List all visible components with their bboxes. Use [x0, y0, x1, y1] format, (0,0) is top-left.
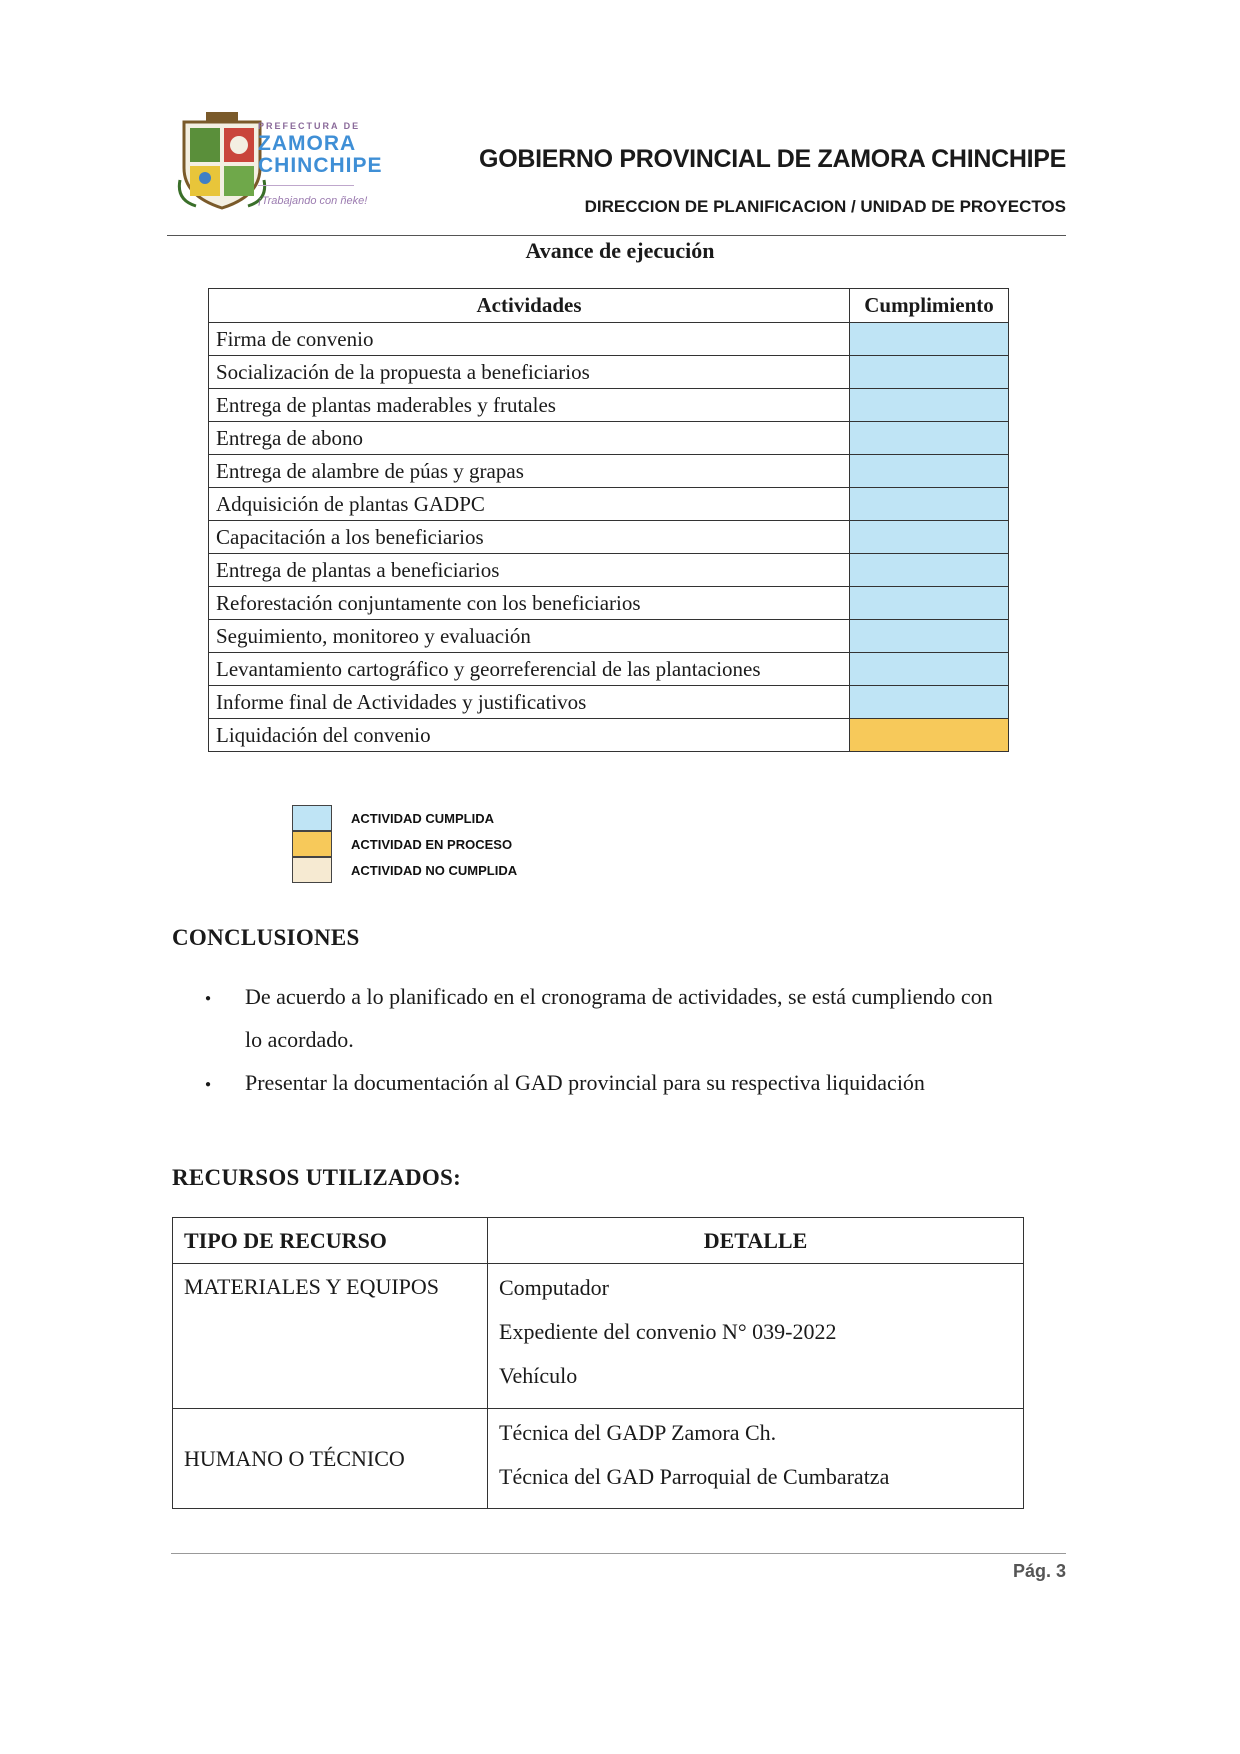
page-number: Pág. 3: [1012, 1561, 1066, 1581]
resource-type: HUMANO O TÉCNICO: [173, 1409, 488, 1509]
activity-status-cell: [850, 323, 1009, 356]
resources-heading: RECURSOS UTILIZADOS:: [172, 1165, 462, 1190]
activity-status-cell: [850, 653, 1009, 686]
brand-slogan: ¡Trabajando con ñeke!: [258, 195, 368, 207]
activity-status-cell: [850, 521, 1009, 554]
activity-row: [209, 323, 1009, 356]
legend-label: ACTIVIDAD EN PROCESO: [351, 836, 513, 852]
resource-type: MATERIALES Y EQUIPOS: [173, 1264, 488, 1409]
status-column-header: Cumplimiento: [850, 289, 1009, 323]
activity-label: Socialización de la propuesta a beneficiarios: [209, 356, 850, 389]
legend-swatch: [292, 857, 332, 883]
conclusion-line: lo acordado.: [245, 1027, 354, 1052]
resource-details: [488, 1409, 1024, 1509]
activity-label: Levantamiento cartográfico y georreferencial de las plantaciones: [209, 653, 850, 686]
conclusions-heading: CONCLUSIONES: [172, 925, 360, 950]
activity-status-cell: [850, 488, 1009, 521]
activity-label: Entrega de alambre de púas y grapas: [209, 455, 850, 488]
activities-table: [208, 288, 1009, 752]
activity-row: [209, 653, 1009, 686]
conclusion-item: [245, 975, 993, 1061]
activity-row: [209, 455, 1009, 488]
activity-label: Firma de convenio: [209, 323, 850, 356]
activity-label: Adquisición de plantas GADPC: [209, 488, 850, 521]
activity-row: [209, 422, 1009, 455]
activity-label: Reforestación conjuntamente con los beneficiarios: [209, 587, 850, 620]
activity-label: Informe final de Actividades y justificativos: [209, 686, 850, 719]
legend-swatch: [292, 831, 332, 857]
conclusion-item: [245, 1061, 925, 1104]
legend-item: [292, 831, 517, 857]
activities-body: [209, 323, 1009, 752]
activity-status-cell: [850, 587, 1009, 620]
activity-label: Seguimiento, monitoreo y evaluación: [209, 620, 850, 653]
activity-row: [209, 686, 1009, 719]
legend-swatch: [292, 805, 332, 831]
resources-table: [172, 1217, 1024, 1509]
resources-header-row: [173, 1218, 1024, 1264]
activity-status-cell: [850, 554, 1009, 587]
activities-header-row: [209, 289, 1009, 323]
legend-item: [292, 805, 517, 831]
activity-label: Entrega de abono: [209, 422, 850, 455]
activities-column-header: Actividades: [209, 289, 850, 323]
activity-status-cell: [850, 356, 1009, 389]
resource-detail: Técnica del GAD Parroquial de Cumbaratza: [499, 1464, 890, 1489]
conclusion-line: Presentar la documentación al GAD provincial para su respectiva liquidación: [245, 1070, 925, 1095]
activity-row: [209, 554, 1009, 587]
legend-label: ACTIVIDAD NO CUMPLIDA: [351, 862, 518, 878]
activity-label: Entrega de plantas a beneficiarios: [209, 554, 850, 587]
status-legend: [292, 805, 517, 883]
resource-details: [488, 1264, 1024, 1409]
resource-detail: Vehículo: [499, 1363, 578, 1388]
resource-detail: Computador: [499, 1275, 609, 1300]
activity-status-cell: [850, 686, 1009, 719]
resource-row: [173, 1264, 1024, 1409]
brand-divider: [258, 185, 354, 186]
activity-row: [209, 356, 1009, 389]
section-title: Avance de ejecución: [525, 238, 715, 263]
header-divider: [167, 235, 1066, 236]
resource-row: [173, 1409, 1024, 1509]
brand-name-line1: ZAMORA: [258, 132, 357, 155]
activity-row: [209, 587, 1009, 620]
conclusion-line: De acuerdo a lo planificado en el cronograma de actividades, se está cumpliendo con: [245, 984, 993, 1009]
activity-row: [209, 719, 1009, 752]
brand-name-line2: CHINCHIPE: [258, 154, 383, 177]
page-header-title: GOBIERNO PROVINCIAL DE ZAMORA CHINCHIPE: [479, 145, 1066, 173]
bullet-icon: ●: [205, 993, 212, 1004]
activity-status-cell: [850, 719, 1009, 752]
brand-prefix: PREFECTURA DE: [258, 121, 361, 131]
activity-row: [209, 389, 1009, 422]
resource-detail: Expediente del convenio N° 039-2022: [499, 1319, 837, 1344]
resource-type-header: TIPO DE RECURSO: [173, 1218, 488, 1264]
resource-detail-header: DETALLE: [488, 1218, 1024, 1264]
footer-divider: [171, 1553, 1066, 1554]
activity-status-cell: [850, 422, 1009, 455]
page-header-subtitle: DIRECCION DE PLANIFICACION / UNIDAD DE PROYECTOS: [584, 197, 1066, 216]
resource-detail: Técnica del GADP Zamora Ch.: [499, 1420, 777, 1445]
activity-label: Capacitación a los beneficiarios: [209, 521, 850, 554]
prefectura-logo: [176, 110, 268, 210]
activity-status-cell: [850, 389, 1009, 422]
activity-row: [209, 521, 1009, 554]
legend-label: ACTIVIDAD CUMPLIDA: [351, 810, 494, 826]
activity-label: Entrega de plantas maderables y frutales: [209, 389, 850, 422]
activity-row: [209, 488, 1009, 521]
activity-row: [209, 620, 1009, 653]
activity-status-cell: [850, 455, 1009, 488]
legend-item: [292, 857, 517, 883]
activity-label: Liquidación del convenio: [209, 719, 850, 752]
bullet-icon: ●: [205, 1079, 212, 1090]
activity-status-cell: [850, 620, 1009, 653]
